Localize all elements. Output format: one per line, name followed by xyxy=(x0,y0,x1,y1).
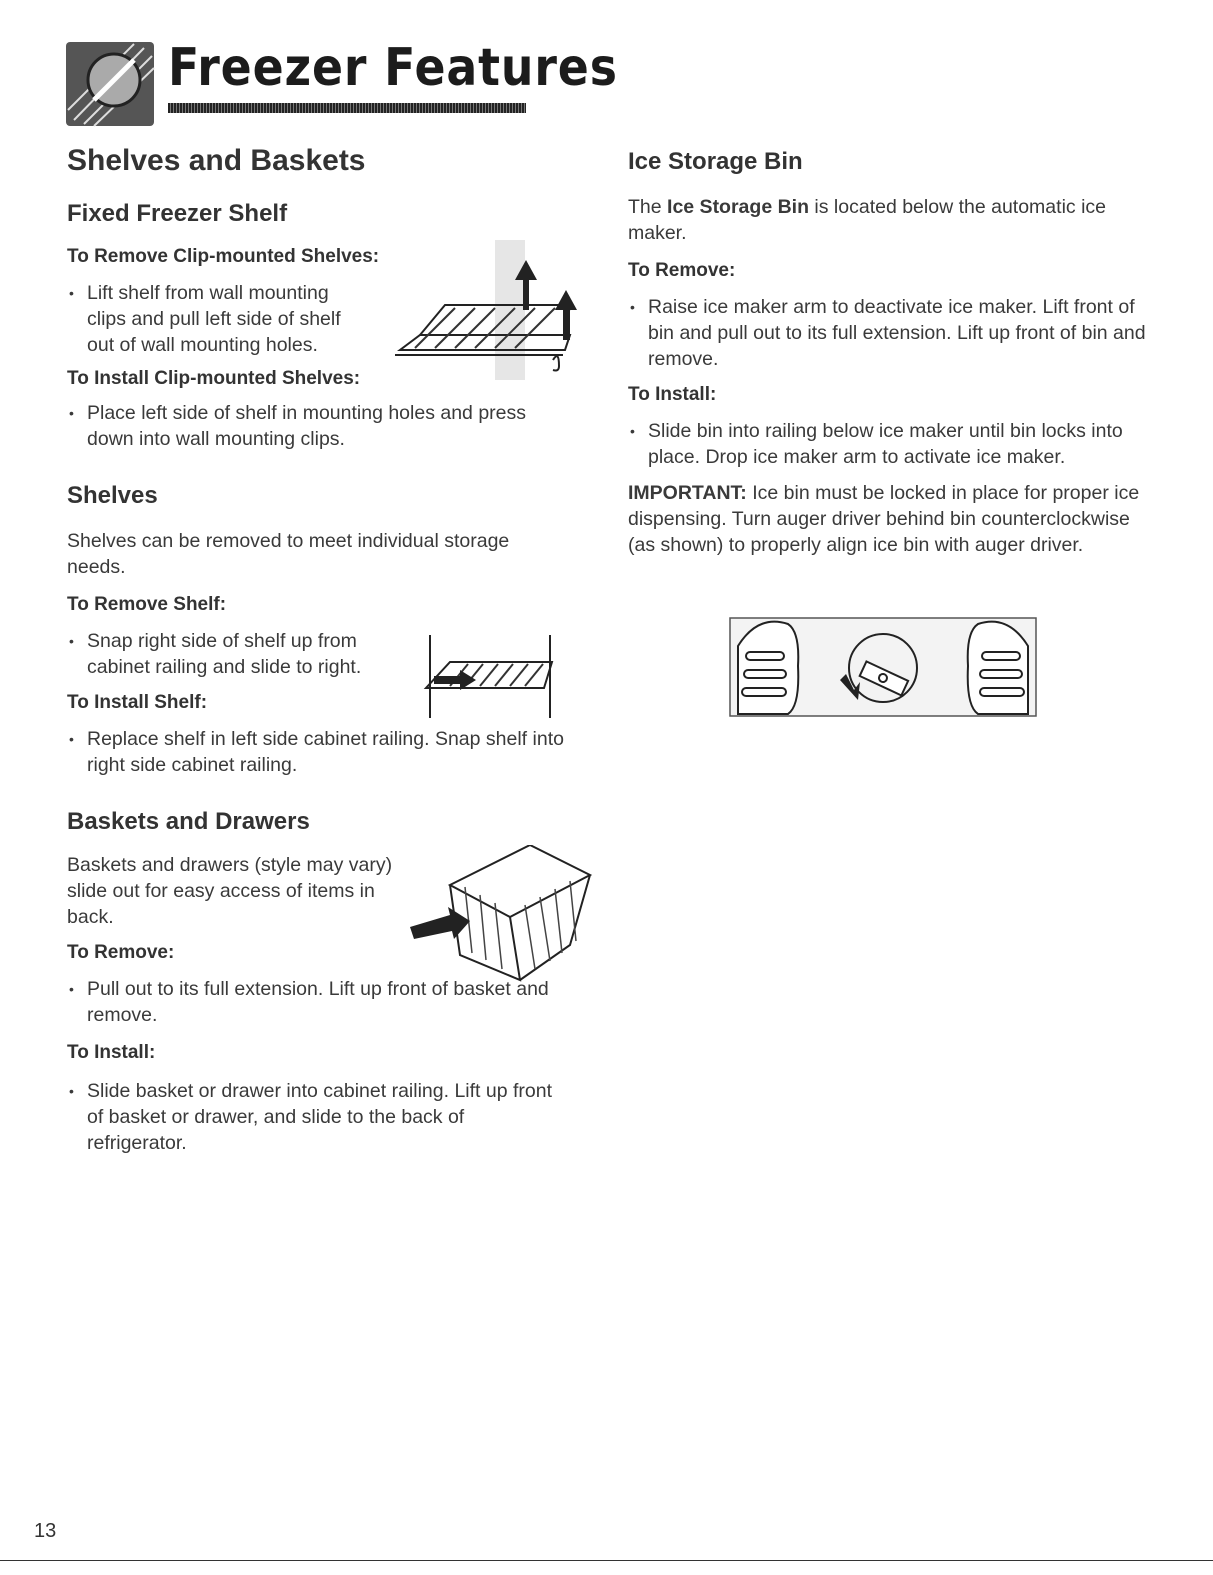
remove-shelf-step: • Snap right side of shelf up from cabinet railing and slide to right. xyxy=(67,628,387,680)
remove-basket-step: • Pull out to its full extension. Lift up front of basket and remove. xyxy=(67,976,567,1028)
remove-clip-shelves-step: • Lift shelf from wall mounting clips and pull left side of shelf out of wall mounting holes. xyxy=(67,280,367,358)
install-clip-shelves-step: • Place left side of shelf in mounting holes and press down into wall mounting clips. xyxy=(67,400,567,452)
install-clip-shelves-heading: To Install Clip-mounted Shelves: xyxy=(67,368,361,389)
install-shelf-step: • Replace shelf in left side cabinet railing. Snap shelf into right side cabinet railing. xyxy=(67,726,567,778)
baskets-title: Baskets and Drawers xyxy=(67,808,310,835)
intro-post: is located below the automatic ice maker. xyxy=(628,196,1106,244)
section-title: Shelves and Baskets xyxy=(67,144,366,177)
install-bin-step: • Slide bin into railing below ice maker until bin locks into place. Drop ice maker arm to activate ice maker. xyxy=(628,418,1148,470)
intro-pre: The xyxy=(628,196,668,218)
page-number: 13 xyxy=(34,1520,57,1542)
install-basket-heading: To Install: xyxy=(67,1042,156,1063)
bottom-rule xyxy=(0,1560,1213,1561)
remove-basket-heading: To Remove: xyxy=(67,942,175,963)
shelf-rail-illustration xyxy=(420,630,560,720)
title-underline xyxy=(168,103,526,113)
ice-bin-intro xyxy=(628,194,1128,246)
auger-driver-illustration xyxy=(728,616,1038,720)
remove-bin-heading: To Remove: xyxy=(628,260,736,281)
remove-bin-step: • Raise ice maker arm to deactivate ice maker. Lift front of bin and pull out to its full extension. Lift up front of bin and remove. xyxy=(628,294,1148,372)
install-basket-step: • Slide basket or drawer into cabinet railing. Lift up front of basket or drawer, and slide to the back of refrigerator. xyxy=(67,1078,567,1156)
basket-illustration xyxy=(410,845,595,985)
fixed-shelf-title: Fixed Freezer Shelf xyxy=(67,200,288,227)
important-note xyxy=(628,480,1148,558)
right-column xyxy=(628,140,1148,558)
freezer-features-icon xyxy=(64,40,156,128)
clip-shelf-illustration xyxy=(395,240,595,385)
shelves-intro: Shelves can be removed to meet individual storage needs. xyxy=(67,530,510,578)
shelves-title: Shelves xyxy=(67,482,158,509)
ice-bin-title: Ice Storage Bin xyxy=(628,148,803,175)
baskets-intro: Baskets and drawers (style may vary) slide out for easy access of items in back. xyxy=(67,854,393,928)
install-shelf-heading: To Install Shelf: xyxy=(67,692,208,713)
important-label: IMPORTANT: xyxy=(628,482,747,504)
remove-shelf-heading: To Remove Shelf: xyxy=(67,594,227,615)
install-bin-heading: To Install: xyxy=(628,384,717,405)
intro-bold: Ice Storage Bin xyxy=(667,196,809,218)
remove-clip-shelves-heading: To Remove Clip-mounted Shelves: xyxy=(67,246,380,267)
page-title: Freezer Features xyxy=(168,38,618,98)
important-text: Ice bin must be locked in place for proper ice dispensing. Turn auger driver behind bin counterclockwise (as shown) to properly align ice bin with auger driver. xyxy=(628,482,1140,556)
